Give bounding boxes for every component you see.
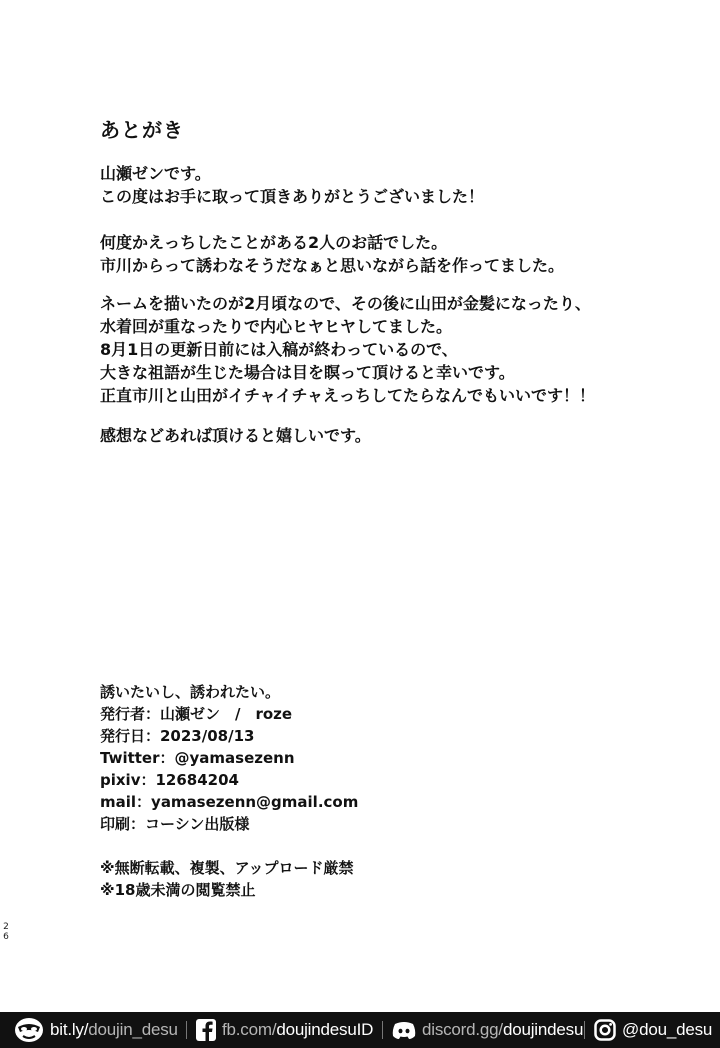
- paragraph-line: 山瀬ゼンです。: [100, 164, 211, 183]
- notice-line: ※18歳未満の閲覧禁止: [100, 881, 256, 899]
- link-handle: doujin_desu: [88, 1020, 178, 1039]
- printer-line: 印刷：コーシン出版様: [100, 815, 250, 833]
- colophon: [100, 681, 358, 835]
- footer-divider: [584, 1021, 585, 1039]
- mail-line: mail：yamasezenn@gmail.com: [100, 793, 359, 811]
- link-prefix: bit.ly/: [50, 1020, 89, 1039]
- paragraph-line: 水着回が重なったりで内心ヒヤヒヤしてました。: [100, 317, 453, 336]
- footer-divider: [186, 1021, 187, 1039]
- page-number-digit: 6: [3, 932, 9, 942]
- link-handle: dou_desu: [639, 1020, 713, 1039]
- footer-link-instagram[interactable]: [594, 1012, 712, 1048]
- paragraph-line: 8月1日の更新日前には入稿が終わっているので、: [100, 340, 458, 359]
- instagram-icon: [594, 1019, 616, 1041]
- paragraph-line: 市川からって誘わなそうだなぁと思いながら話を作ってました。: [100, 256, 565, 275]
- mask-face-icon: [14, 1017, 44, 1043]
- footer-divider: [382, 1021, 383, 1039]
- footer-link-discord[interactable]: [392, 1012, 583, 1048]
- facebook-icon: [196, 1019, 216, 1041]
- link-prefix: @: [622, 1020, 640, 1039]
- afterword-paragraph: [100, 424, 371, 447]
- footer-link-bitly[interactable]: [14, 1012, 178, 1048]
- publish-date-line: 発行日：2023/08/13: [100, 727, 255, 745]
- link-prefix: discord.gg/: [422, 1020, 503, 1039]
- paragraph-line: 大きな祖語が生じた場合は目を瞑って頂けると幸いです。: [100, 363, 515, 382]
- paragraph-line: この度はお手に取って頂きありがとうございました！: [100, 187, 485, 206]
- book-title: 誘いたいし、誘われたい。: [100, 683, 281, 701]
- paragraph-line: ネームを描いたのが2月頃なので、その後に山田が金髪になったり、: [100, 294, 591, 313]
- page-number: [2, 922, 10, 942]
- link-prefix: fb.com/: [222, 1020, 277, 1039]
- pixiv-line: pixiv：12684204: [100, 771, 239, 789]
- footer-bar: [0, 1012, 720, 1048]
- discord-icon: [392, 1020, 416, 1040]
- paragraph-line: 感想などあれば頂けると嬉しいです。: [100, 426, 371, 445]
- twitter-line: Twitter：@yamasezenn: [100, 749, 295, 767]
- afterword-paragraph: [100, 162, 484, 208]
- afterword-paragraph: [100, 231, 564, 277]
- footer-link-facebook[interactable]: [196, 1012, 373, 1048]
- notice-line: ※無断転載、複製、アップロード厳禁: [100, 859, 354, 877]
- paragraph-line: 正直市川と山田がイチャイチャえっちしてたらなんでもいいです！！: [100, 386, 596, 405]
- page-number-digit: 2: [3, 922, 9, 932]
- notices: [100, 857, 354, 901]
- paragraph-line: 何度かえっちしたことがある2人のお話でした。: [100, 233, 448, 252]
- link-handle: doujindesuID: [276, 1020, 374, 1039]
- link-handle: doujindesu: [502, 1020, 584, 1039]
- publisher-line: 発行者：山瀬ゼン / roze: [100, 705, 293, 723]
- afterword-title: あとがき: [100, 118, 184, 142]
- afterword-paragraph: [100, 292, 595, 407]
